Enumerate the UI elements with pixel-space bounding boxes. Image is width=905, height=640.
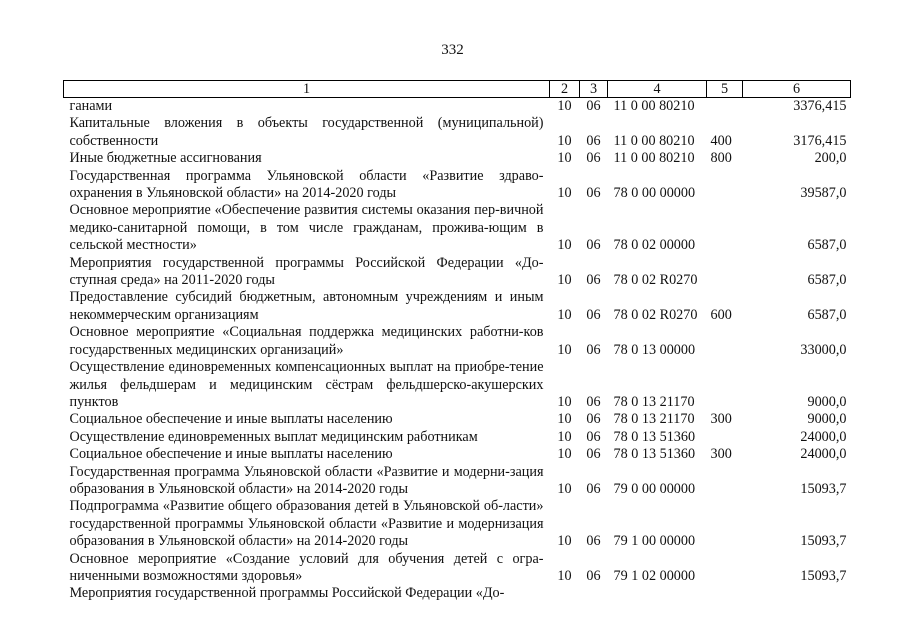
table-row: [64, 464, 851, 499]
table-row: [64, 429, 851, 446]
row-expense-type: [707, 98, 743, 116]
row-target-article: 78 0 00 00000: [613, 185, 696, 202]
row-amount: 6587,0: [807, 306, 847, 323]
row-target-article: 78 0 13 21170: [613, 411, 695, 428]
row-name: Капитальные вложения в объекты государственной (муниципальной) собственности: [69, 115, 544, 149]
row-target-article: 11 0 00 80210: [613, 150, 695, 167]
row-expense-type: [707, 551, 743, 586]
header-col-section: 2: [550, 81, 580, 98]
row-section: 10: [557, 132, 572, 149]
table-row: [64, 446, 851, 463]
row-section: 10: [557, 411, 572, 428]
row-section: 10: [557, 393, 572, 410]
table-row: [64, 289, 851, 324]
table-row: [64, 115, 851, 150]
table-row: [64, 551, 851, 586]
row-name: Предоставление субсидий бюджетным, автономным учреждениям и иным некоммерческим организациям: [69, 289, 544, 323]
row-target-article: 79 1 00 00000: [613, 533, 696, 550]
row-expense-type: [707, 324, 743, 359]
row-subsection: 06: [586, 237, 601, 254]
row-subsection: 06: [586, 98, 601, 114]
row-name: Осуществление единовременных компенсационных выплат на приобре-тение жилья фельдшерам и медицинским сёстрам фельдшерско-акушерских пунктов: [69, 359, 544, 410]
row-subsection: 06: [586, 272, 601, 289]
table-row: [64, 168, 851, 203]
row-amount: 9000,0: [807, 411, 847, 428]
header-col-expense-type: 5: [707, 81, 743, 98]
header-row: [64, 81, 851, 98]
row-target-article: 78 0 02 00000: [613, 237, 696, 254]
table-row: [64, 411, 851, 428]
row-subsection: 06: [586, 341, 601, 358]
row-section: 10: [557, 446, 572, 463]
row-name: Мероприятия государственной программы Российской Федерации «До-ступная среда» на 2011-2020 годы: [69, 254, 544, 289]
row-amount: 6587,0: [807, 272, 847, 289]
row-amount: 15093,7: [800, 480, 847, 497]
table-row: [64, 359, 851, 411]
row-expense-type: [707, 168, 743, 203]
row-subsection: 06: [586, 428, 601, 445]
row-subsection: 06: [586, 150, 601, 167]
row-target-article: 78 0 13 00000: [613, 341, 696, 358]
row-target-article: 11 0 00 80210: [613, 132, 695, 149]
row-section: [550, 585, 580, 602]
header-col-target-article: 4: [608, 81, 707, 98]
row-subsection: 06: [586, 306, 601, 323]
row-target-article: 78 0 02 R0270: [613, 306, 698, 323]
row-target-article: 78 0 13 51360: [613, 446, 696, 463]
row-target-article: [608, 585, 707, 602]
header-col-amount: 6: [743, 81, 851, 98]
row-name: ганами: [69, 98, 113, 114]
row-subsection: [580, 585, 608, 602]
table-row: [64, 585, 851, 602]
row-amount: 24000,0: [800, 446, 847, 463]
table-row: [64, 202, 851, 254]
header-col-subsection: 3: [580, 81, 608, 98]
row-amount: 200,0: [814, 150, 847, 167]
row-subsection: 06: [586, 132, 601, 149]
row-amount: 3176,415: [793, 132, 847, 149]
row-expense-type: 800: [710, 150, 732, 167]
row-section: 10: [557, 272, 572, 289]
row-name: Основное мероприятие «Обеспечение развития системы оказания пер-вичной медико-санитарной помощи, в том числе гражданам, прожива-ющим в сельской местности»: [69, 202, 544, 254]
row-expense-type: 600: [710, 306, 732, 323]
row-section: 10: [557, 237, 572, 254]
row-name: Государственная программа Ульяновской области «Развитие здраво-охранения в Ульяновской области» на 2014-2020 годы: [69, 167, 544, 202]
table-body: [64, 98, 851, 603]
table-row: [64, 255, 851, 290]
row-name: Мероприятия государственной программы Российской Федерации «До-: [69, 585, 505, 602]
row-section: 10: [557, 306, 572, 323]
table-row: [64, 324, 851, 359]
row-subsection: 06: [586, 567, 601, 584]
page-number: 332: [441, 42, 464, 58]
row-expense-type: 300: [710, 446, 732, 463]
row-amount: 15093,7: [800, 567, 847, 584]
row-expense-type: [707, 498, 743, 550]
row-section: 10: [557, 480, 572, 497]
row-amount: [743, 585, 851, 602]
row-name: Основное мероприятие «Социальная поддержка медицинских работни-ков государственных медицинских организаций»: [69, 324, 544, 358]
row-target-article: 11 0 00 80210: [613, 98, 695, 114]
row-name: Подпрограмма «Развитие общего образования детей в Ульяновской об-ласти» государственной программы Ульяновской области «Развитие и модернизация образования в Ульяновской области» на 2014-2020 годы: [69, 498, 544, 550]
row-section: 10: [557, 428, 572, 445]
row-subsection: 06: [586, 393, 601, 410]
row-amount: 15093,7: [800, 533, 847, 550]
row-name: Социальное обеспечение и иные выплаты населению: [69, 446, 393, 463]
row-expense-type: [707, 202, 743, 254]
row-subsection: 06: [586, 446, 601, 463]
row-expense-type: 300: [710, 411, 732, 428]
row-section: 10: [557, 533, 572, 550]
row-expense-type: [707, 464, 743, 499]
row-amount: 6587,0: [807, 237, 847, 254]
row-expense-type: [707, 585, 743, 602]
budget-table: [63, 80, 851, 603]
row-expense-type: [707, 429, 743, 446]
row-target-article: 78 0 13 21170: [613, 393, 695, 410]
row-amount: 24000,0: [800, 428, 847, 445]
row-subsection: 06: [586, 411, 601, 428]
row-name: Осуществление единовременных выплат медицинским работникам: [69, 428, 478, 445]
row-expense-type: [707, 255, 743, 290]
row-name: Социальное обеспечение и иные выплаты населению: [69, 411, 393, 428]
row-section: 10: [557, 185, 572, 202]
row-target-article: 79 0 00 00000: [613, 480, 696, 497]
table-row: [64, 98, 851, 116]
table-header: [64, 81, 851, 98]
row-amount: 9000,0: [807, 393, 847, 410]
row-section: 10: [557, 150, 572, 167]
header-col-name: 1: [64, 81, 550, 98]
row-target-article: 78 0 13 51360: [613, 428, 696, 445]
row-amount: 33000,0: [800, 341, 847, 358]
row-expense-type: [707, 359, 743, 411]
row-amount: 39587,0: [800, 185, 847, 202]
row-target-article: 79 1 02 00000: [613, 567, 696, 584]
row-subsection: 06: [586, 480, 601, 497]
row-amount: 3376,415: [793, 98, 847, 114]
row-name: Иные бюджетные ассигнования: [69, 150, 262, 167]
row-target-article: 78 0 02 R0270: [613, 272, 698, 289]
row-section: 10: [557, 567, 572, 584]
row-section: 10: [557, 98, 572, 114]
table-row: [64, 150, 851, 167]
row-subsection: 06: [586, 533, 601, 550]
row-name: Государственная программа Ульяновской области «Развитие и модерни-зация образования в Ульяновской области» на 2014-2020 годы: [69, 463, 544, 497]
table-row: [64, 498, 851, 550]
row-expense-type: 400: [710, 132, 732, 149]
row-name: Основное мероприятие «Создание условий для обучения детей с огра-ниченными возможностями здоровья»: [69, 550, 544, 584]
row-subsection: 06: [586, 185, 601, 202]
row-section: 10: [557, 341, 572, 358]
